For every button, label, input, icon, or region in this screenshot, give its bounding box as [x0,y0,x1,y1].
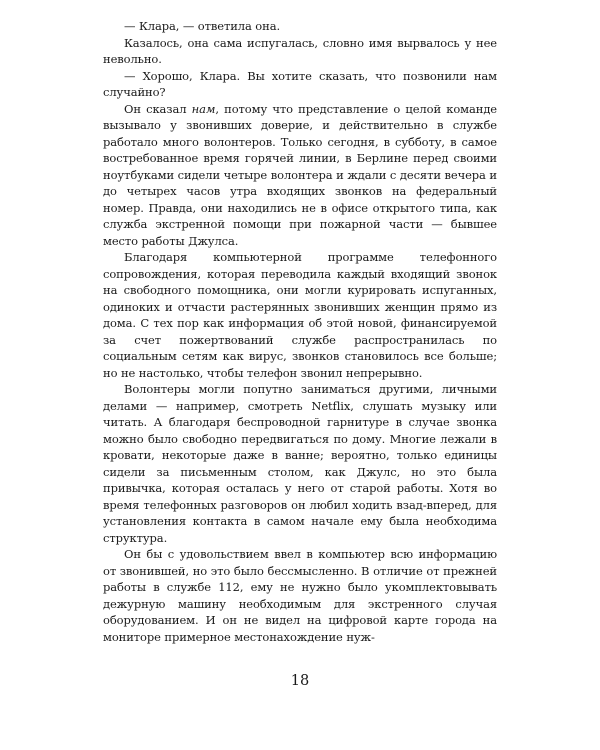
paragraph-text: , потому что представление о целой команде вызывало у звонивших доверие, и действительно в службе работало много волонтеров. Только сегодня, в субботу, в самое востребованное время горячей линии, в Берлине перед своими ноутбуками сидели четыре волонтера и ждали с десяти вечера и до четырех часов утра входящих звонков на федеральный номер. Правда, они находились не в офисе открытого типа, как служба экстренной помощи при пожарной части — бывшее место работы Джулса. [103,101,498,248]
paragraph [103,101,497,250]
paragraph: — Клара, — ответила она. [124,19,281,33]
page-number: 18 [290,673,310,689]
emphasized-word: нам [191,101,216,116]
paragraph: Волонтеры могли попутно заниматься другими, личными делами — например, смотреть Netflix, слушать музыку или читать. А благодаря беспроводной гарнитуре в случае звонка можно было свободно передвигаться по дому. Многие лежали в кровати, некоторые даже в ванне; вероятно, только единицы сидели за письменным столом, как Джулс, но это была привычка, которая осталась у него от старой работы. Хотя во время телефонных разговоров он любил ходить взад-вперед, для установления контакта в самом начале ему была необходима структура. [103,382,497,545]
paragraph: Он бы с удовольствием ввел в компьютер всю информацию от звонившей, но это было бессмысленно. В отличие от прежней работы в службе 112, ему не нужно было укомплектовывать дежурную машину необходимым для экстренного случая оборудованием. И он не видел на цифровой карте города на мониторе примерное местонахождение нуж- [103,547,497,644]
paragraph: Казалось, она сама испугалась, словно имя вырвалось у нее невольно. [103,35,497,66]
body-text [103,18,497,645]
paragraph: — Хорошо, Клара. Вы хотите сказать, что позвонили нам случайно? [103,68,497,99]
paragraph-text: Он сказал [124,101,192,116]
paragraph: Благодаря компьютерной программе телефонного сопровождения, которая переводила каждый входящий звонок на свободного помощника, они могли курировать испуганных, одиноких и отчасти растерянных звонивших женщин прямо из дома. С тех пор как информация об этой новой, финансируемой за счет пожертвований службе распространилась по социальным сетям как вирус, звонков становилось все больше; но не настолько, чтобы телефон звонил непрерывно. [103,250,497,380]
